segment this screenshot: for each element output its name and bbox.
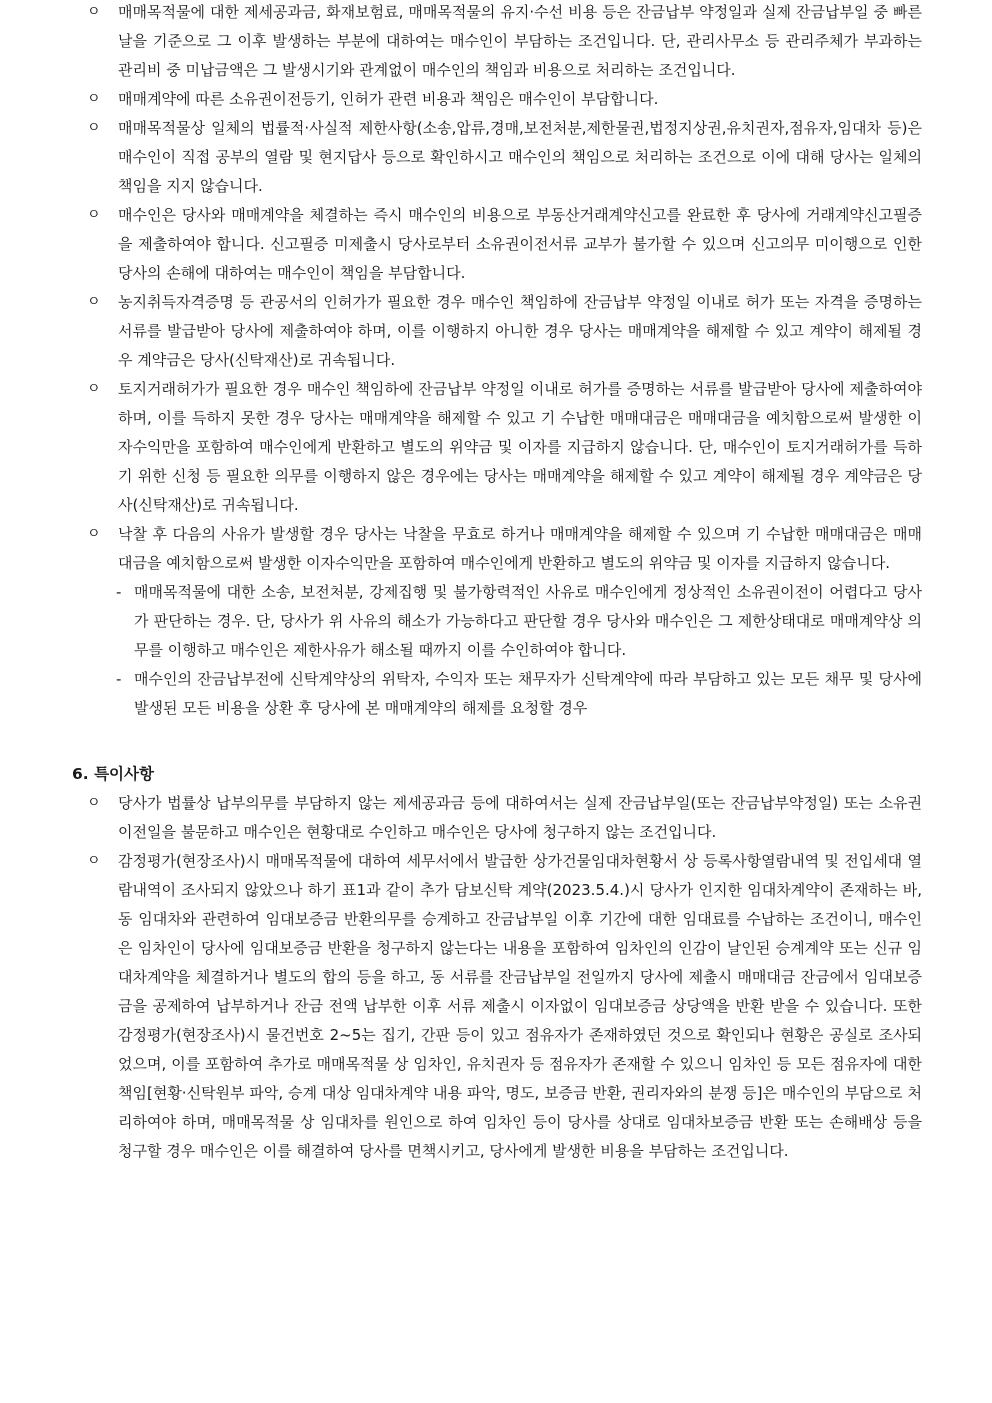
clause-item xyxy=(87,85,922,114)
clause-text: 농지취득자격증명 등 관공서의 인허가가 필요한 경우 매수인 책임하에 잔금납부 약정일 이내로 허가 또는 자격을 증명하는 서류를 발급받아 당사에 제출하여야 하며, 이를 이행하지 아니한 경우 당사는 매매계약을 해제할 수 있고 계약이 해제될 경우 계약금은 당사(신탁재산)로 귀속됩니다. xyxy=(118,293,922,369)
clause-text: 매매목적물에 대한 제세공과금, 화재보험료, 매매목적물의 유지·수선 비용 등은 잔금납부 약정일과 실제 잔금납부일 중 빠른 날을 기준으로 그 이후 발생하는 부분에 대하여는 매수인이 부담하는 조건입니다. 단, 관리사무소 등 관리주체가 부과하는 관리비 중 미납금액은 그 발생시기와 관계없이 매수인의 책임과 비용으로 처리하는 조건입니다. xyxy=(118,3,922,79)
sub-clause-item xyxy=(116,578,922,665)
dash-marker: - xyxy=(116,670,122,688)
clause-item xyxy=(87,288,922,375)
clause-item xyxy=(87,789,922,847)
sub-clause-text: 매수인의 잔금납부전에 신탁계약상의 위탁자, 수익자 또는 채무자가 신탁계약에 따라 부담하고 있는 모든 채무 및 당사에 발생된 모든 비용을 상환 후 당사에 본 매매계약의 해제를 요청할 경우 xyxy=(134,670,922,717)
sub-clause-text: 매매목적물에 대한 소송, 보전처분, 강제집행 및 불가항력적인 사유로 매수인에게 정상적인 소유권이전이 어렵다고 당사가 판단하는 경우. 단, 당사가 위 사유의 해소가 가능하다고 판단할 경우 당사와 매수인은 그 제한상태대로 매매계약상 의무를 이행하고 매수인은 제한사유가 해소될 때까지 이를 수인하여야 합니다. xyxy=(134,583,922,659)
clause-item xyxy=(87,520,922,578)
bullet-marker: ㅇ xyxy=(87,294,101,310)
clause-text: 매매목적물상 일체의 법률적·사실적 제한사항(소송,압류,경매,보전처분,제한물권,법정지상권,유치권자,점유자,임대차 등)은 매수인이 직접 공부의 열람 및 현지답사 등으로 확인하시고 매수인의 책임으로 처리하는 조건으로 이에 대해 당사는 일체의 책임을 지지 않습니다. xyxy=(118,119,922,195)
clause-text: 토지거래허가가 필요한 경우 매수인 책임하에 잔금납부 약정일 이내로 허가를 증명하는 서류를 발급받아 당사에 제출하여야 하며, 이를 득하지 못한 경우 당사는 매매계약을 해제할 수 있고 기 수납한 매매대금은 매매대금을 예치함으로써 발생한 이자수익만을 포함하여 매수인에게 반환하고 별도의 위약금 및 이자를 지급하지 않습니다. 단, 매수인이 토지거래허가를 득하기 위한 신청 등 필요한 의무를 이행하지 않은 경우에는 당사는 매매계약을 해제할 수 있고 계약이 해제될 경우 계약금은 당사(신탁재산)로 귀속됩니다. xyxy=(118,380,922,514)
clause-text: 당사가 법률상 납부의무를 부담하지 않는 제세공과금 등에 대하여서는 실제 잔금납부일(또는 잔금납부약정일) 또는 소유권이전일을 불문하고 매수인은 현황대로 수인하고 매수인은 당사에 청구하지 않는 조건입니다. xyxy=(118,794,922,841)
bullet-marker: ㅇ xyxy=(87,91,101,107)
clause-text: 감정평가(현장조사)시 매매목적물에 대하여 세무서에서 발급한 상가건물임대차현황서 상 등록사항열람내역 및 전입세대 열람내역이 조사되지 않았으나 하기 표1과 같이 추가 담보신탁 계약(2023.5.4.)시 당사가 인지한 임대차계약이 존재하는 바, 동 임대차와 관련하여 임대보증금 반환의무를 승계하고 잔금납부일 이후 기간에 대한 임대료를 수납하는 조건이니, 매수인은 임차인이 당사에 임대보증금 반환을 청구하지 않는다는 내용을 포함하여 임차인의 인감이 날인된 승계계약 또는 신규 임대차계약을 체결하거나 별도의 합의 등을 하고, 동 서류를 잔금납부일 전일까지 당사에 제출시 매매대금 잔금에서 임대보증금을 공제하여 납부하거나 잔금 전액 납부한 이후 서류 제출시 이자없이 임대보증금 상당액을 반환 받을 수 있습니다. 또한 감정평가(현장조사)시 물건번호 2~5는 집기, 간판 등이 있고 점유자가 존재하였던 것으로 확인되나 현황은 공실로 조사되었으며, 이를 포함하여 추가로 매매목적물 상 임차인, 유치권자 등 점유자가 존재할 수 있으니 임차인 등 모든 점유자에 대한 책임[현황·신탁원부 파악, 승계 대상 임대차계약 내용 파악, 명도, 보증금 반환, 권리자와의 분쟁 등]은 매수인의 부담으로 처리하여야 하며, 매매목적물 상 임대차를 원인으로 하여 임차인 등이 당사를 상대로 임대차보증금 반환 또는 손해배상 등을 청구할 경우 매수인은 이를 해결하여 당사를 면책시키고, 당사에게 발생한 비용을 부담하는 조건입니다. xyxy=(118,852,922,1160)
clause-text: 낙찰 후 다음의 사유가 발생할 경우 당사는 낙찰을 무효로 하거나 매매계약을 해제할 수 있으며 기 수납한 매매대금은 매매대금을 예치함으로써 발생한 이자수익만을 포함하여 매수인에게 반환하고 별도의 위약금 및 이자를 지급하지 않습니다. xyxy=(118,525,922,572)
bullet-marker: ㅇ xyxy=(87,795,101,811)
bullet-marker: ㅇ xyxy=(87,526,101,542)
clause-item xyxy=(87,114,922,201)
sub-clause-item xyxy=(116,665,922,723)
bullet-marker: ㅇ xyxy=(87,207,101,223)
bullet-marker: ㅇ xyxy=(87,4,101,20)
section-heading: 6. 특이사항 xyxy=(72,765,154,783)
clause-item xyxy=(87,201,922,288)
bullet-marker: ㅇ xyxy=(87,853,101,869)
clause-text: 매수인은 당사와 매매계약을 체결하는 즉시 매수인의 비용으로 부동산거래계약신고를 완료한 후 당사에 거래계약신고필증을 제출하여야 합니다. 신고필증 미제출시 당사로부터 소유권이전서류 교부가 불가할 수 있으며 신고의무 미이행으로 인한 당사의 손해에 대하여는 매수인이 책임을 부담합니다. xyxy=(118,206,922,282)
clause-item xyxy=(87,0,922,85)
clause-item xyxy=(87,375,922,520)
dash-marker: - xyxy=(116,583,122,601)
bullet-marker: ㅇ xyxy=(87,120,101,136)
bullet-marker: ㅇ xyxy=(87,381,101,397)
clause-text: 매매계약에 따른 소유권이전등기, 인허가 관련 비용과 책임은 매수인이 부담합니다. xyxy=(118,90,659,108)
clause-item xyxy=(87,847,922,1166)
